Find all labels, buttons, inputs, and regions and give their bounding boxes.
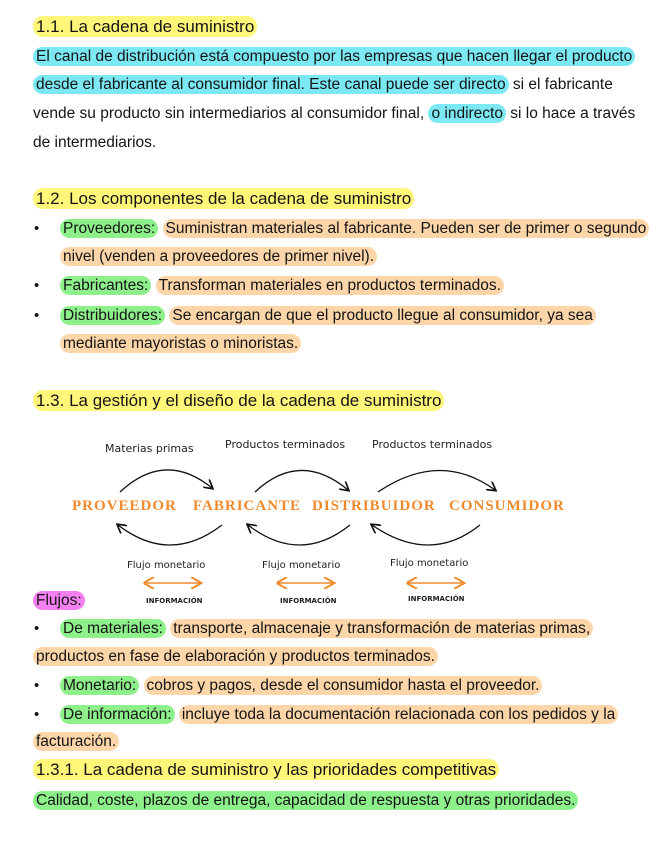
section-1-1-heading: 1.1. La cadena de suministro — [33, 16, 628, 38]
node-proveedor: PROVEEDOR — [72, 498, 177, 514]
flow-label-3: Flujo monetario — [390, 558, 469, 569]
bullet-dot: • — [34, 307, 40, 324]
flujo-materiales-cont: productos en fase de elaboración y productos terminados. — [33, 646, 628, 668]
info-label-3: INFORMACIÓN — [408, 595, 465, 603]
arrow-top-2 — [255, 470, 348, 492]
section-1-2-heading: 1.2. Los componentes de la cadena de suministro — [33, 188, 628, 210]
top-label-1: Materias primas — [105, 442, 194, 455]
bullet-dot: • — [34, 677, 40, 694]
section-1-3-1-heading: 1.3.1. La cadena de suministro y las prioridades competitivas — [33, 759, 628, 781]
bullet-dot: • — [34, 706, 40, 723]
flujo-informacion-cont: facturación. — [33, 731, 628, 753]
bullet-dot: • — [34, 277, 40, 294]
node-distribuidor: DISTRIBUIDOR — [312, 498, 436, 514]
section-1-3-heading: 1.3. La gestión y el diseño de la cadena de suministro — [33, 390, 628, 412]
diagram-arrows — [0, 430, 656, 610]
arrow-top-1 — [120, 470, 212, 492]
s1-line-2: desde el fabricante al consumidor final. Este canal puede ser directo si el fabricante — [33, 74, 628, 96]
flujo-monetario: Monetario: cobros y pagos, desde el consumidor hasta el proveedor. — [60, 675, 628, 697]
arrow-bottom-3 — [372, 525, 480, 545]
flujo-materiales: De materiales: transporte, almacenaje y transformación de materias primas, — [60, 618, 628, 640]
node-fabricante: FABRICANTE — [193, 498, 302, 514]
component-proveedores: Proveedores: Suministran materiales al fabricante. Pueden ser de primer o segundo — [60, 218, 628, 240]
info-label-2: INFORMACIÓN — [280, 597, 337, 605]
s4-text: Calidad, coste, plazos de entrega, capacidad de respuesta y otras prioridades. — [33, 790, 628, 812]
arrow-top-3 — [378, 470, 495, 492]
component-distribuidores-cont: mediante mayoristas o minoristas. — [60, 333, 628, 355]
flujo-informacion: De información: incluye toda la documentación relacionada con los pedidos y la — [60, 704, 628, 726]
flow-label-1: Flujo monetario — [127, 560, 206, 571]
arrow-bottom-1 — [118, 525, 222, 545]
info-label-1: INFORMACIÓN — [146, 597, 203, 605]
top-label-2: Productos terminados — [225, 438, 346, 451]
top-label-3: Productos terminados — [372, 438, 493, 451]
s1-line-4: de intermediarios. — [33, 134, 157, 151]
flujos-label: Flujos: — [33, 590, 628, 612]
component-proveedores-cont: nivel (venden a proveedores de primer nivel). — [60, 246, 628, 268]
s1-line-3: vende su producto sin intermediarios al consumidor final, o indirecto si lo hace a través — [33, 105, 636, 122]
supply-chain-diagram — [0, 430, 656, 610]
bullet-dot: • — [34, 220, 40, 237]
component-distribuidores: Distribuidores: Se encargan de que el producto llegue al consumidor, ya sea — [60, 305, 628, 327]
flow-label-2: Flujo monetario — [262, 560, 341, 571]
node-consumidor: CONSUMIDOR — [449, 498, 565, 514]
bullet-dot: • — [34, 620, 40, 637]
s1-line-1: El canal de distribución está compuesto por las empresas que hacen llegar el producto — [33, 46, 628, 68]
component-fabricantes: Fabricantes: Transforman materiales en productos terminados. — [60, 275, 628, 297]
arrow-bottom-2 — [248, 525, 350, 545]
